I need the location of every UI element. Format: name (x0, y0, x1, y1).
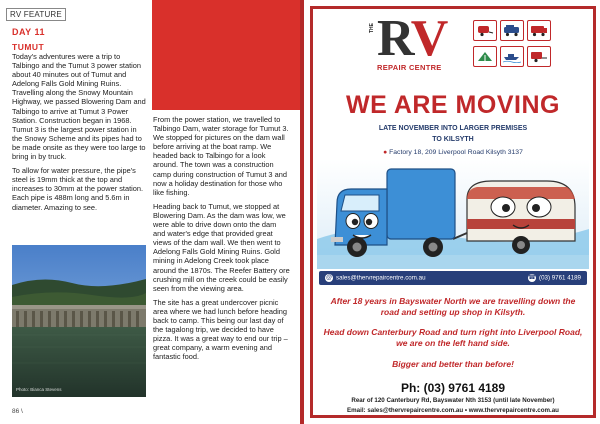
logo-rv: RV (377, 10, 447, 67)
logo-the: THE (369, 23, 375, 33)
contact-bar (319, 271, 587, 285)
right-page-advert (300, 0, 600, 424)
rv-repair-centre-logo (369, 10, 469, 77)
caravan-icon (473, 20, 497, 41)
tent-icon (473, 46, 497, 67)
phone-icon: ☎ (528, 275, 536, 281)
moving-subheading: LATE NOVEMBER INTO LARGER PREMISES (378, 125, 528, 132)
location-pin-icon: ● (383, 149, 388, 156)
photo-credit: Photo: Bianca Stevens (16, 387, 62, 392)
current-address: Rear of 120 Canterbury Rd, Bayswater Nth 3153 (until late November) (351, 397, 555, 404)
campervan-icon (500, 20, 524, 41)
phone-number: Ph: (03) 9761 4189 (400, 381, 506, 395)
paragraph: Today's adventures were a trip to Talbingo and the Tumut 3 power station about 40 minutes out of Tumut and Adelong Falls Gold Mining Ruins. Travelling along the Snowy Mountain Highway, we passed Blowering Dam and Talbingo to arrive at Tumut 3 Power Station. Construction began in 1968. Tumut 3 is the largest power station in the Snowy Scheme and its pipes had to be made onsite as they were too large to bring in by truck. (12, 52, 146, 162)
trailer-icon (527, 46, 551, 67)
place-heading: TUMUT (12, 42, 45, 52)
truck-and-caravan-illustration (317, 159, 589, 269)
article-column-1 (12, 52, 146, 217)
headline: WE ARE MOVING (346, 91, 560, 119)
article-column-2 (153, 115, 290, 366)
paragraph: From the power station, we travelled to Talbingo Dam, water storage for Tumut 3. We stopped for pictures on the dam wall before arriving at the boat ramp. We headed back to Talbingo for a look around. The town was a construction camp during construction of Tumut 3 and now a holiday destination for those who like fishing. (153, 115, 289, 197)
paragraph: The site has a great undercover picnic area where we had lunch before heading back to camp. This being our last day of the tagalong trip, we decided to have pizza. It was a great way to end our trip – great company, a warm evening and fantastic food. (153, 297, 288, 362)
paragraph: To allow for water pressure, the pipe's steel is 19mm thick at the top and increases to 30mm at the power station. Each pipe is 488m long and 5.6m in diameter. Amazing to see. (12, 166, 144, 212)
bar-phone[interactable]: ☎ (03) 9761 4189 (528, 274, 581, 282)
motorhome-icon (527, 20, 551, 41)
new-address: ● Factory 18, 209 Liverpool Road Kilsyth 3137 (383, 149, 523, 156)
advert-frame (310, 6, 596, 418)
feature-tag: RV FEATURE (6, 8, 66, 21)
paragraph: Heading back to Tumut, we stopped at Blowering Dam. As the dam was low, we were able to drive down onto the dam and water's edge that provided great views of the dam wall. We then went to Adelong Falls Gold Mining Ruins. Gold mining in Adelong Creek took place around the 1870s. The Reefer Battery ore crushing mill on the creek could be easily seen from the viewing area. (153, 201, 290, 293)
dam-photo (12, 245, 146, 397)
bar-email[interactable]: @ sales@thervrepaircentre.com.au (325, 274, 426, 282)
advert-paragraph-2: Head down Canterbury Road and turn right into Liverpool Road, we are on the left hand side. (323, 327, 583, 348)
advert-tagline: Bigger and better than before! (392, 359, 514, 369)
boat-icon (500, 46, 524, 67)
email-icon: @ (325, 275, 333, 281)
vehicle-icon-grid (473, 20, 551, 68)
email-website-line: Email: sales@thervrepaircentre.com.au • www.thervrepaircentre.com.au (347, 407, 559, 414)
red-accent-block (152, 0, 300, 110)
logo-subtitle: REPAIR CENTRE (377, 63, 442, 72)
advert-paragraph-1: After 18 years in Bayswater North we are travelling down the road and setting up shop in Kilsyth. (330, 296, 576, 317)
page-number: 86 \ (12, 408, 23, 415)
day-heading: DAY 11 (12, 27, 46, 37)
moving-destination: TO KILSYTH (432, 136, 474, 143)
